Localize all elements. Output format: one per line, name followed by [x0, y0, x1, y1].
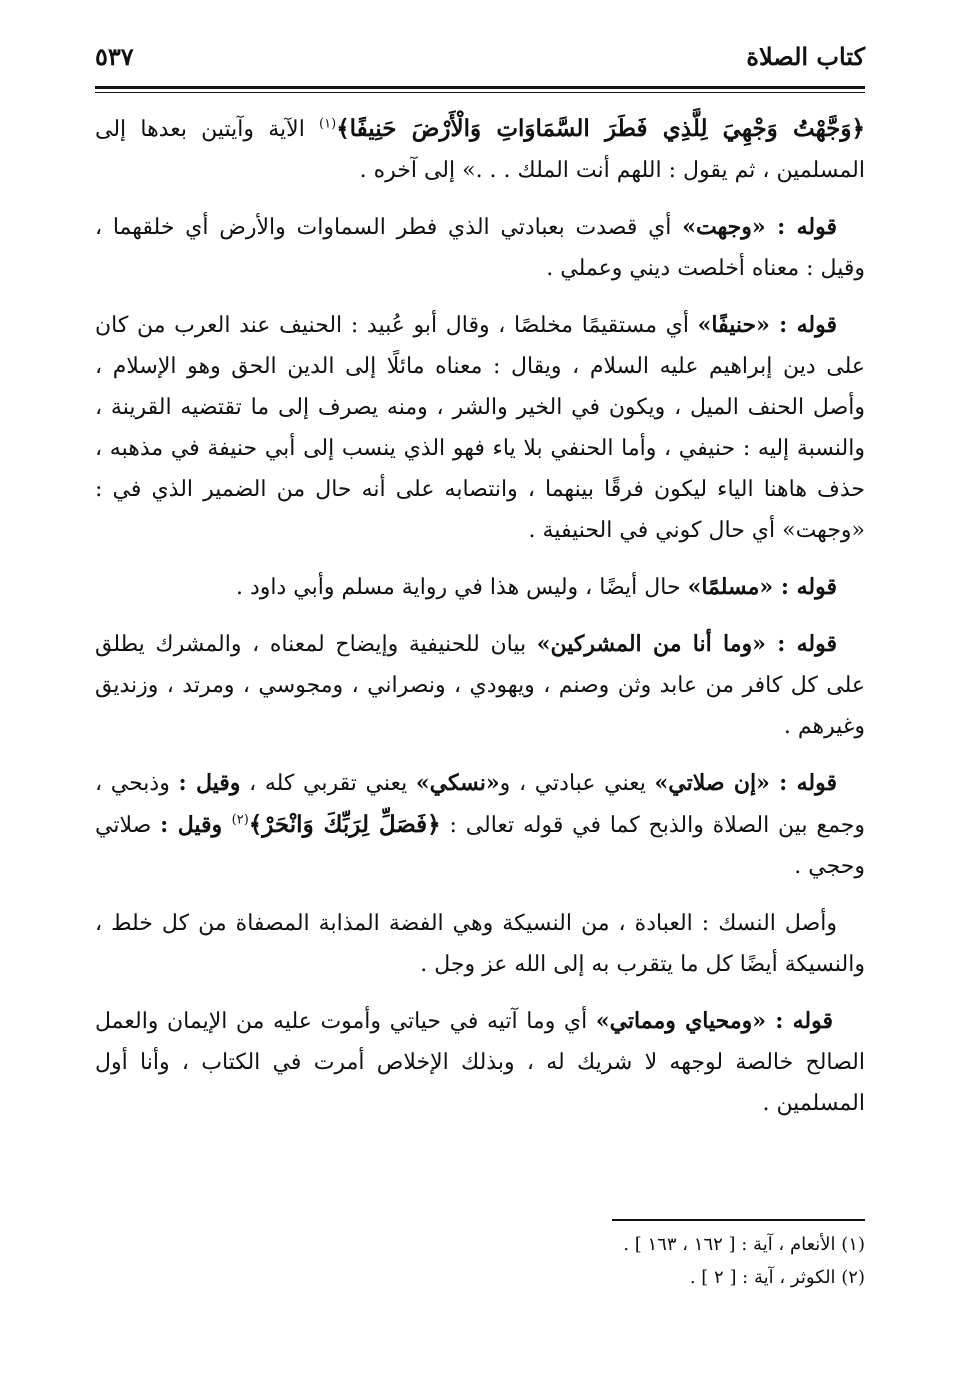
paragraph-text: أي مستقيمًا مخلصًا ، وقال أبو عُبيد : الحنيف عند العرب من كان على دين إبراهيم عليه السلام ، ويقال : معناه مائلًا إلى الدين الحق وهو الإسلام ، وأصل الحنف الميل ، ويكون في الخير والشر ، ومنه يصرف إلى ما تقتضيه القرينة ، والنسبة إليه : حنيفي ، وأما الحنفي بلا ياء فهو الذي ينسب إلى أبي حنيفة في مذهبه ، حذف هاهنا الياء ليكون فرقًا بينهما ، وانتصابه على أنه حال من الضمير الذي في : «وجهت» أي حال كوني في الحنيفية .: [95, 313, 865, 543]
page-number: ٥٣٧: [95, 42, 134, 71]
term-label-4: وقيل :: [160, 812, 232, 838]
footnote-1: (١) الأنعام ، آية : [ ١٦٢ ، ١٦٣ ] .: [623, 1234, 865, 1255]
term-label: قوله : «إن صلاتي»: [654, 770, 837, 796]
term-label: قوله : «حنيفًا»: [697, 312, 838, 338]
header-rule-thick: [95, 86, 865, 89]
footnote-2: (٢) الكوثر ، آية : [ ٢ ] .: [689, 1267, 865, 1288]
term-label: قوله : «مسلمًا»: [687, 574, 837, 600]
term-label-2: «نسكي»: [415, 770, 500, 796]
paragraph-8: [95, 1001, 865, 1124]
paragraph-2: [95, 207, 865, 289]
paragraph-3: [95, 305, 865, 551]
paragraph-text: يعني عبادتي ، و: [499, 771, 655, 796]
footnote-ref-1[interactable]: (١): [319, 116, 337, 132]
footnote-ref-2[interactable]: (٢): [231, 812, 249, 828]
paragraph-5: [95, 624, 865, 747]
paragraph-text: يعني تقربي كله ،: [240, 771, 416, 796]
paragraph-1: [95, 108, 865, 191]
header-rule-thin: [95, 92, 865, 93]
paragraph-text: أي قصدت بعبادتي الذي فطر السماوات والأرض أي خلقهما ، وقيل : معناه أخلصت ديني وعملي .: [95, 215, 865, 281]
quran-verse: ﴿فَصَلِّ لِرَبِّكَ وَانْحَرْ﴾: [248, 811, 441, 838]
term-label: قوله : «وما أنا من المشركين»: [536, 631, 837, 657]
paragraph-4: [95, 567, 865, 608]
page-header: [95, 38, 865, 82]
footnotes: [95, 1228, 865, 1294]
term-label: قوله : «وجهت»: [682, 214, 837, 240]
footnote-separator: [612, 1219, 865, 1221]
quran-verse: ﴿وَجَّهْتُ وَجْهِيَ لِلَّذِي فَطَرَ السَّمَاوَاتِ وَالْأَرْضَ حَنِيفًا﴾: [336, 115, 865, 142]
paragraph-text: بيان للحنيفية وإيضاح لمعناه ، والمشرك يطلق على كل كافر من عابد وثن وصنم ، ويهودي ، ونصراني ، ومجوسي ، ومرتد ، وزنديق وغيرهم .: [95, 632, 865, 739]
term-label: قوله : «ومحياي ومماتي»: [595, 1008, 833, 1034]
paragraph-7: [95, 903, 865, 985]
paragraph-6: [95, 763, 865, 887]
main-text: [95, 108, 865, 1140]
term-label-3: وقيل :: [178, 770, 241, 796]
paragraph-text: الآية وآيتين بعدها إلى المسلمين ، ثم يقول : اللهم أنت الملك . . .» إلى آخره .: [95, 117, 865, 183]
paragraph-text: وأصل النسك : العبادة ، من النسيكة وهي الفضة المذابة المصفاة من كل خلط ، والنسيكة أيضًا كل ما يتقرب به إلى الله عز وجل .: [95, 911, 865, 977]
paragraph-text: صلاتي وحجي .: [95, 813, 865, 879]
paragraph-text: أي وما آتيه في حياتي وأموت عليه من الإيمان والعمل الصالح خالصة لوجهه لا شريك له ، وبذلك الإخلاص أمرت في الكتاب ، وأنا أول المسلمين .: [95, 1009, 865, 1116]
paragraph-text: وذبحي ، وجمع بين الصلاة والذبح كما في قوله تعالى :: [95, 771, 866, 838]
paragraph-text: حال أيضًا ، وليس هذا في رواية مسلم وأبي داود .: [235, 575, 688, 600]
running-title: كتاب الصلاة: [746, 42, 865, 71]
